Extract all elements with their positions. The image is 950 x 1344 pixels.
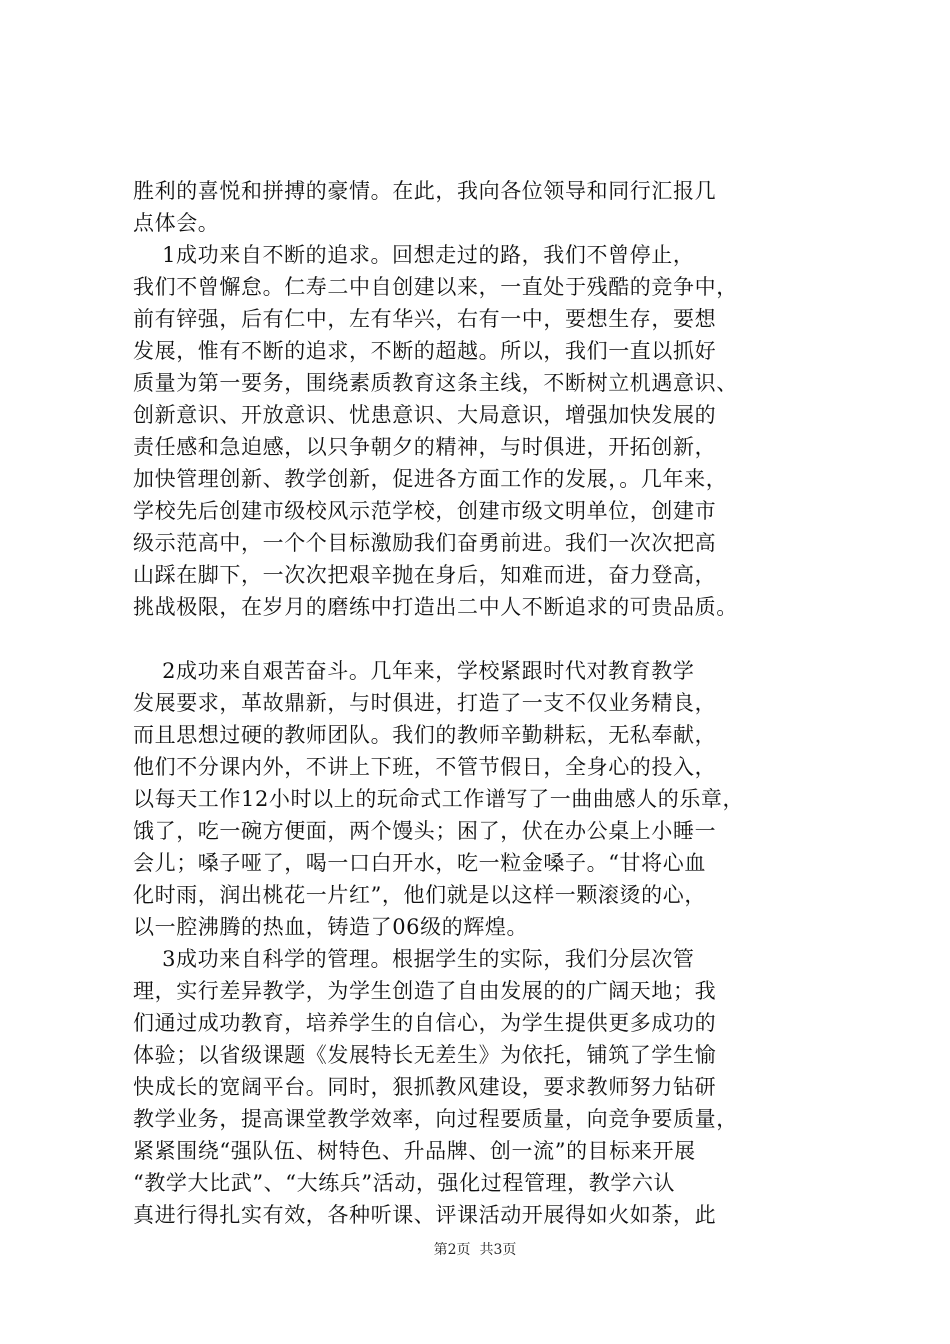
text-line: 加快管理创新、教学创新，促进各方面工作的发展，。几年来， xyxy=(133,467,728,491)
text-line: 化时雨，润出桃花一片红”，他们就是以这样一颗滚烫的心， xyxy=(133,883,706,907)
text-line: 会儿；嗓子哑了，喝一口白开水，吃一粒金嗓子。“甘将心血 xyxy=(133,851,706,875)
text-line: 真进行得扎实有效，各种听课、评课活动开展得如火如荼，此 xyxy=(133,1203,717,1227)
text-line: 而且思想过硬的教师团队。我们的教师辛勤耕耘，无私奉献， xyxy=(133,723,717,747)
text-line: 饿了，吃一碗方便面，两个馒头；困了，伏在办公桌上小睡一 xyxy=(133,819,717,843)
text-line: 学校先后创建市级校风示范学校，创建市级文明单位，创建市 xyxy=(133,499,717,523)
text-line: 以一腔沸腾的热血，铸造了06级的辉煌。 xyxy=(133,915,529,939)
text-line: 胜利的喜悦和拼搏的豪情。在此，我向各位领导和同行汇报几 xyxy=(133,179,717,203)
text-line: 创新意识、开放意识、忧患意识、大局意识，增强加快发展的 xyxy=(133,403,717,427)
text-line: 以每天工作12小时以上的玩命式工作谱写了一曲曲感人的乐章， xyxy=(133,787,745,811)
text-line: 紧紧围绕“强队伍、树特色、升品牌、创一流”的目标来开展 xyxy=(133,1139,696,1163)
text-line: 1成功来自不断的追求。回想走过的路，我们不曾停止， xyxy=(133,243,695,267)
text-line: 点体会。 xyxy=(133,211,220,235)
text-line: 前有锌强，后有仁中，左有华兴，右有一中，要想生存，要想 xyxy=(133,307,717,331)
text-line: 我们不曾懈怠。仁寿二中自创建以来，一直处于残酷的竞争中， xyxy=(133,275,738,299)
text-line: 快成长的宽阔平台。同时，狠抓教风建设，要求教师努力钻研 xyxy=(133,1075,717,1099)
page-number-footer: 第2页 共3页 xyxy=(433,1242,517,1258)
text-line: 发展，惟有不断的追求，不断的超越。所以，我们一直以抓好 xyxy=(133,339,717,363)
text-line: 3成功来自科学的管理。根据学生的实际，我们分层次管 xyxy=(133,947,695,971)
text-line: 理，实行差异教学，为学生创造了自由发展的的广阔天地；我 xyxy=(133,979,717,1003)
text-line: 级示范高中，一个个目标激励我们奋勇前进。我们一次次把高 xyxy=(133,531,717,555)
text-line: 体验；以省级课题《发展特长无差生》为依托，铺筑了学生愉 xyxy=(133,1043,717,1067)
text-line: 挑战极限，在岁月的磨练中打造出二中人不断追求的可贵品质。 xyxy=(133,595,738,619)
text-line: 们通过成功教育，培养学生的自信心，为学生提供更多成功的 xyxy=(133,1011,717,1035)
text-line: 教学业务，提高课堂教学效率，向过程要质量，向竞争要质量， xyxy=(133,1107,738,1131)
text-line: 山踩在脚下，一次次把艰辛抛在身后，知难而进，奋力登高， xyxy=(133,563,717,587)
text-line: “教学大比武”、“大练兵”活动，强化过程管理，教学六认 xyxy=(133,1171,676,1195)
text-line: 2成功来自艰苦奋斗。几年来，学校紧跟时代对教育教学 xyxy=(133,659,695,683)
text-line: 发展要求，革故鼎新，与时俱进，打造了一支不仅业务精良， xyxy=(133,691,717,715)
text-line: 质量为第一要务，围绕素质教育这条主线，不断树立机遇意识、 xyxy=(133,371,738,395)
text-line: 他们不分课内外，不讲上下班，不管节假日，全身心的投入， xyxy=(133,755,717,779)
text-line: 责任感和急迫感，以只争朝夕的精神，与时俱进，开拓创新， xyxy=(133,435,717,459)
